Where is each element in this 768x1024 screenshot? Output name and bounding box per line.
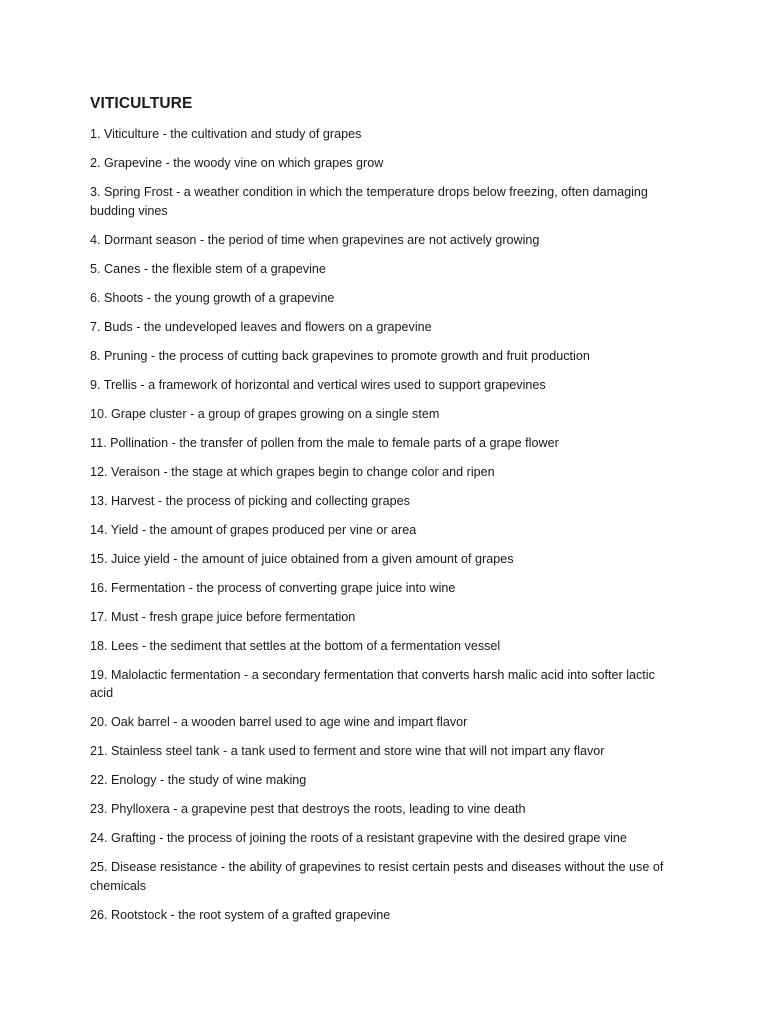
term-item: 20. Oak barrel - a wooden barrel used to age wine and impart flavor <box>90 715 468 729</box>
term-item: 12. Veraison - the stage at which grapes begin to change color and ripen <box>90 464 495 479</box>
term-item: 23. Phylloxera - a grapevine pest that destroys the roots, leading to vine death <box>90 802 526 816</box>
term-item: 21. Stainless steel tank - a tank used to ferment and store wine that will not impart any flavor <box>90 744 605 758</box>
term-item: 4. Dormant season - the period of time when grapevines are not actively growing <box>90 232 540 247</box>
term-item: 25. Disease resistance - the ability of grapevines to resist certain pests and diseases without the use of chemicals <box>90 860 664 893</box>
term-item: 7. Buds - the undeveloped leaves and flowers on a grapevine <box>90 319 432 334</box>
term-item: 5. Canes - the flexible stem of a grapevine <box>90 261 326 276</box>
term-item: 2. Grapevine - the woody vine on which grapes grow <box>90 156 384 170</box>
term-item: 22. Enology - the study of wine making <box>90 773 307 787</box>
term-item: 24. Grafting - the process of joining the roots of a resistant grapevine with the desired grape vine <box>90 831 627 845</box>
term-item: 16. Fermentation - the process of converting grape juice into wine <box>90 580 456 595</box>
term-item: 1. Viticulture - the cultivation and study of grapes <box>90 127 362 141</box>
document-title: VITICULTURE <box>90 95 193 112</box>
term-item: 18. Lees - the sediment that settles at the bottom of a fermentation vessel <box>90 638 501 653</box>
term-item: 14. Yield - the amount of grapes produced per vine or area <box>90 522 417 537</box>
term-item: 13. Harvest - the process of picking and collecting grapes <box>90 493 410 508</box>
term-item: 6. Shoots - the young growth of a grapevine <box>90 290 335 305</box>
term-item: 26. Rootstock - the root system of a grafted grapevine <box>90 907 391 922</box>
term-item: 17. Must - fresh grape juice before fermentation <box>90 609 356 624</box>
term-item: 11. Pollination - the transfer of pollen from the male to female parts of a grape flower <box>90 435 559 450</box>
document-content <box>90 94 680 935</box>
term-item: 15. Juice yield - the amount of juice obtained from a given amount of grapes <box>90 551 514 566</box>
term-list <box>90 125 680 924</box>
term-item: 8. Pruning - the process of cutting back grapevines to promote growth and fruit production <box>90 348 590 363</box>
term-item: 10. Grape cluster - a group of grapes growing on a single stem <box>90 406 440 421</box>
term-item: 19. Malolactic fermentation - a secondary fermentation that converts harsh malic acid into softer lactic acid <box>90 667 655 700</box>
term-item: 3. Spring Frost - a weather condition in which the temperature drops below freezing, often damaging budding vines <box>90 185 648 218</box>
term-item: 9. Trellis - a framework of horizontal and vertical wires used to support grapevines <box>90 377 546 392</box>
